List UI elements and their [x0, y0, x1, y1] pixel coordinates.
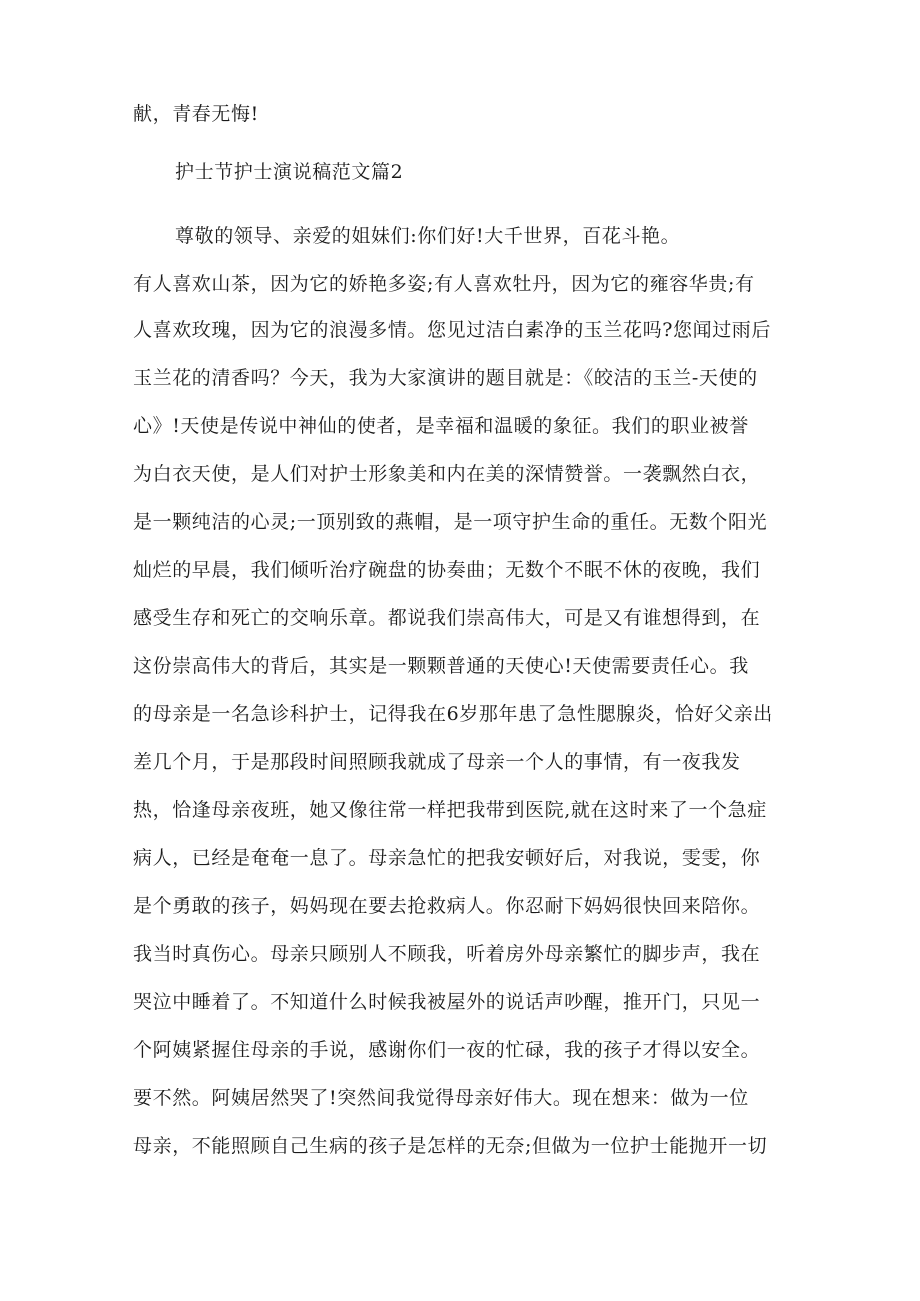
text-line: 病人，已经是奄奄一息了。母亲急忙的把我安顿好后，对我说，雯雯，你: [133, 847, 761, 869]
text-line: 的母亲是一名急诊科护士，记得我在6岁那年患了急性腮腺炎，恰好父亲出: [133, 703, 773, 725]
section-heading: 护士节护士演说稿范文篇2: [175, 161, 404, 183]
text-line: 感受生存和死亡的交响乐章。都说我们崇高伟大，可是又有谁想得到，在: [133, 607, 761, 629]
text-line: 尊敬的领导、亲爱的姐妹们:你们好!大千世界，百花斗艳。: [175, 225, 681, 247]
text-line: 个阿姨紧握住母亲的手说，感谢你们一夜的忙碌，我的孩子才得以安全。: [133, 1039, 761, 1061]
text-line: 要不然。阿姨居然哭了!突然间我觉得母亲好伟大。现在想来：做为一位: [133, 1087, 749, 1109]
text-line: 这份崇高伟大的背后，其实是一颗颗普通的天使心!天使需要责任心。我: [133, 655, 749, 677]
text-line: 心》!天使是传说中神仙的使者，是幸福和温暖的象征。我们的职业被誉: [133, 415, 749, 437]
text-line: 玉兰花的清香吗？今天，我为大家演讲的题目就是：《皎洁的玉兰-天使的: [133, 367, 758, 389]
text-line: 是一颗纯洁的心灵;一顶别致的燕帽，是一项守护生命的重任。无数个阳光: [133, 511, 768, 533]
text-line: 为白衣天使，是人们对护士形象美和内在美的深情赞誉。一袭飘然白衣，: [133, 463, 761, 485]
text-line: 有人喜欢山茶，因为它的娇艳多姿;有人喜欢牡丹，因为它的雍容华贵;有: [133, 273, 755, 295]
text-line: 是个勇敢的孩子，妈妈现在要去抢救病人。你忍耐下妈妈很快回来陪你。: [133, 895, 761, 917]
text-line: 热，恰逢母亲夜班，她又像往常一样把我带到医院,就在这时来了一个急症: [133, 799, 767, 821]
text-line: 人喜欢玫瑰，因为它的浪漫多情。您见过洁白素净的玉兰花吗?您闻过雨后: [133, 319, 771, 341]
text-line: 灿烂的早晨，我们倾听治疗碗盘的协奏曲；无数个不眠不休的夜晚，我们: [133, 559, 761, 581]
text-line: 哭泣中睡着了。不知道什么时候我被屋外的说话声吵醒，推开门，只见一: [133, 991, 761, 1013]
text-line: 我当时真伤心。母亲只顾别人不顾我，听着房外母亲繁忙的脚步声，我在: [133, 943, 761, 965]
text-line: 献，青春无悔!: [133, 103, 259, 125]
text-line: 母亲，不能照顾自己生病的孩子是怎样的无奈;但做为一位护士能抛开一切: [133, 1135, 768, 1157]
text-line: 差几个月，于是那段时间照顾我就成了母亲一个人的事情，有一夜我发: [133, 751, 741, 773]
